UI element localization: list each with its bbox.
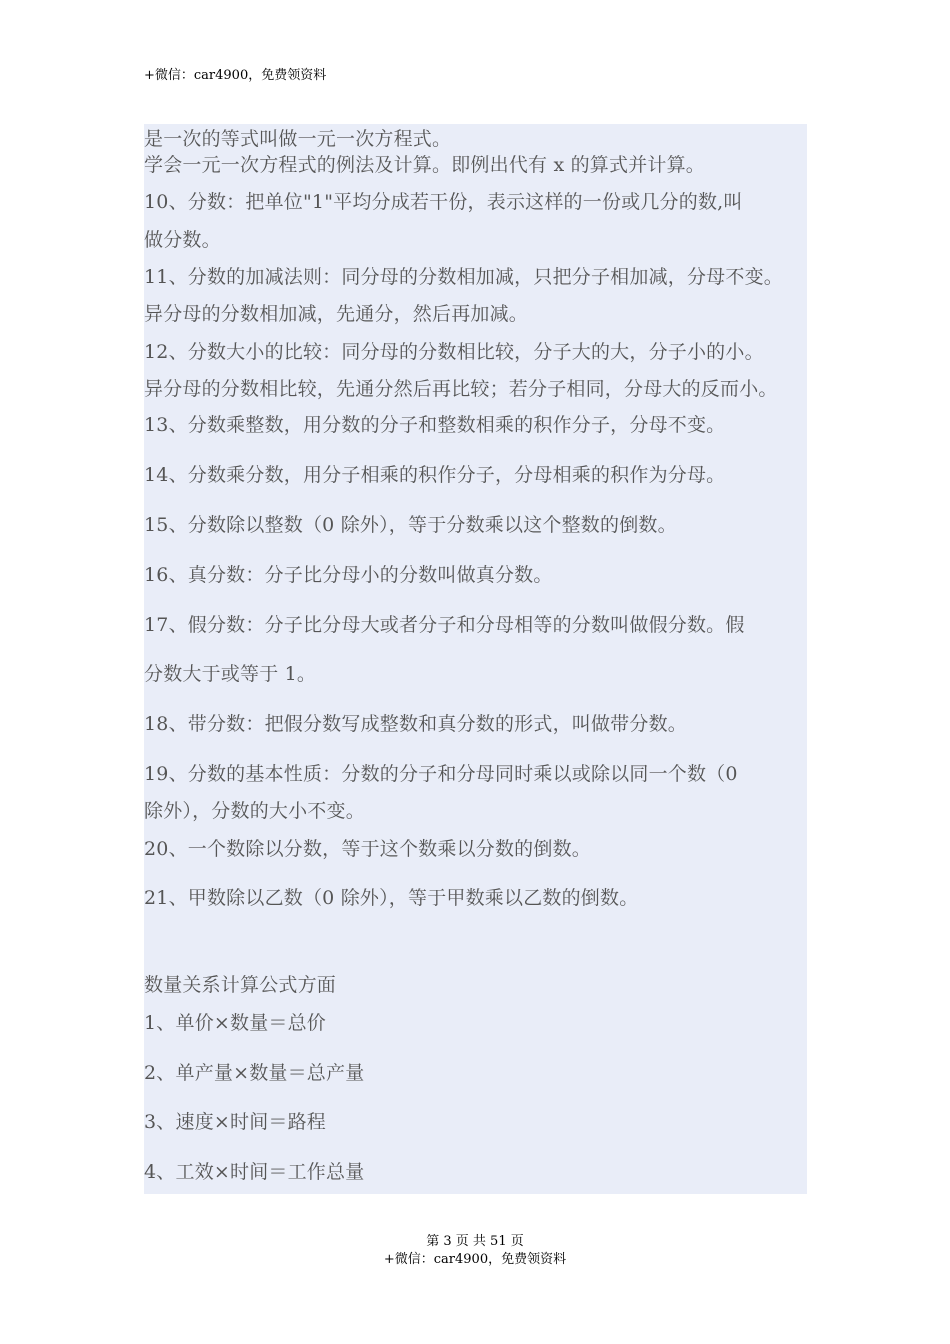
text-line: 13、分数乘整数，用分数的分子和整数相乘的积作分子，分母不变。	[144, 414, 726, 436]
text-line: 21、甲数除以乙数（0 除外），等于甲数乘以乙数的倒数。	[144, 887, 639, 909]
text-line: 15、分数除以整数（0 除外），等于分数乘以这个整数的倒数。	[144, 514, 677, 536]
text-line: 分数大于或等于 1。	[144, 663, 317, 685]
text-line: 学会一元一次方程式的例法及计算。即例出代有 x 的算式并计算。	[144, 154, 705, 176]
text-line: 做分数。	[144, 229, 221, 251]
text-line: 11、分数的加减法则：同分母的分数相加减，只把分子相加减，分母不变。	[144, 266, 783, 288]
header-note: +微信：car4900，免费领资料	[144, 68, 327, 83]
text-line: 12、分数大小的比较：同分母的分数相比较，分子大的大，分子小的小。	[144, 341, 764, 363]
text-line: 16、真分数：分子比分母小的分数叫做真分数。	[144, 564, 553, 586]
formula-line: 1、单价×数量＝总价	[144, 1012, 327, 1034]
text-line: 20、一个数除以分数，等于这个数乘以分数的倒数。	[144, 838, 591, 860]
text-line: 10、分数：把单位"1"平均分成若干份，表示这样的一份或几分的数,叫	[144, 191, 743, 213]
formula-line: 3、速度×时间＝路程	[144, 1111, 327, 1133]
text-line: 18、带分数：把假分数写成整数和真分数的形式，叫做带分数。	[144, 713, 687, 735]
formula-line: 2、单产量×数量＝总产量	[144, 1062, 365, 1084]
text-line: 17、假分数：分子比分母大或者分子和分母相等的分数叫做假分数。假	[144, 614, 745, 636]
formula-line: 4、工效×时间＝工作总量	[144, 1161, 365, 1183]
text-line: 异分母的分数相比较，先通分然后再比较；若分子相同，分母大的反而小。	[144, 378, 778, 400]
text-line: 异分母的分数相加减，先通分，然后再加减。	[144, 303, 529, 325]
page-number: 第 3 页 共 51 页	[426, 1234, 524, 1249]
text-line: 是一次的等式叫做一元一次方程式。	[144, 128, 452, 150]
text-line: 除外），分数的大小不变。	[144, 800, 365, 822]
text-line: 19、分数的基本性质：分数的分子和分母同时乘以或除以同一个数（0	[144, 763, 738, 785]
text-line: 14、分数乘分数，用分子相乘的积作分子，分母相乘的积作为分母。	[144, 464, 726, 486]
section-heading: 数量关系计算公式方面	[144, 974, 337, 996]
footer-note: +微信：car4900，免费领资料	[383, 1252, 567, 1267]
